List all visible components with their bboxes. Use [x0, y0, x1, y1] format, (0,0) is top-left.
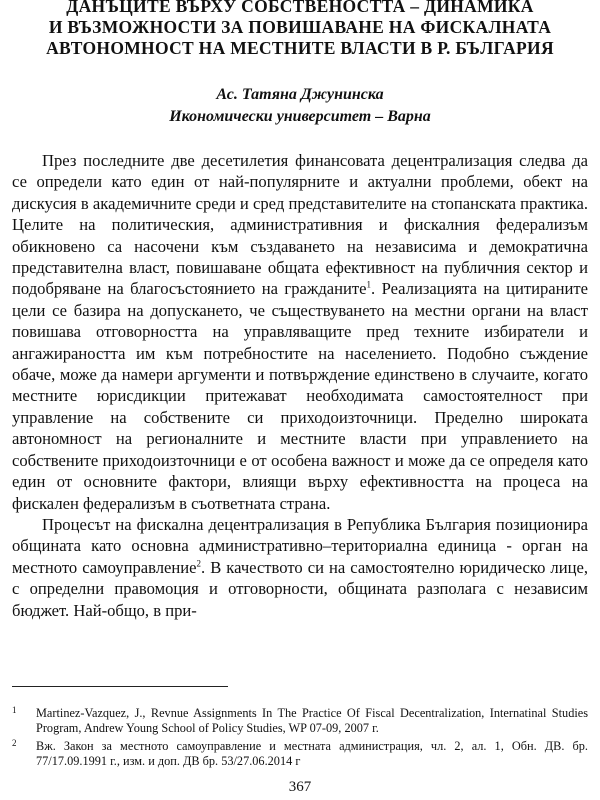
footnote-2-text: Вж. Закон за местното самоуправление и местната администрация, чл. 2, ал. 1, Обн. ДВ. бр. 77/17.09.1991 г., изм. и доп. ДВ бр. 53/27.06.2014 г [36, 739, 588, 768]
footnote-ref-2: 2 [196, 558, 202, 569]
paragraph-1-part-a: През последните две десетилетия финансовата децентрализация следва да се определи като един от най-популярните и актуални проблеми, обект на дискусия в академичните среди и сред представителите на стопанската практика. Целите на политическия, административния и фискалния федерализъм обикновено са насочени към създаването на независима и демократична представителна власт, повишаване общата ефективност на публичния сектор и подобряване на благосъстоянието на гражданите [12, 151, 588, 299]
paragraph-1-part-b: . Реализацията на цитираните цели се базира на допускането, че съществуването на местни органи на власт повишава отговорността на управляващите пред техните избиратели и ангажираността им към потребностите на населението. Подобно съждение обаче, може да намери аргументи и потвърждение единствено в случаите, когато местните юрисдикции притежават необходимата самостоятелност при управление на собствените си приходоизточници. Пределно широката автономност на регионалните и местните власти при управлението на собствените приходоизточници е от особена важност и може да се определя като един от основните фактори, влиящи върху ефективността на процеса на фискален федерализъм в съответната страна. [12, 279, 589, 513]
footnotes [12, 706, 588, 772]
footnote-1-number: 1 [12, 705, 17, 715]
footnote-1 [12, 706, 588, 736]
title-line-2: И ВЪЗМОЖНОСТИ ЗА ПОВИШАВАНЕ НА ФИСКАЛНАТА [48, 17, 552, 37]
page-number: 367 [288, 779, 312, 795]
paragraph-2-part-a: Процесът на фискална децентрализация в Република България позиционира общината като основна административно–териториална единица - орган на местното самоуправление [12, 514, 588, 577]
footnote-divider [12, 686, 228, 687]
footnote-2 [12, 739, 588, 769]
title-line-3: АВТОНОМНОСТ НА МЕСТНИТЕ ВЛАСТИ В Р. БЪЛГАРИЯ [46, 38, 554, 58]
article-title [10, 0, 590, 59]
author-affiliation: Икономически университет – Варна [169, 108, 431, 125]
paragraph-2 [12, 514, 588, 621]
author-block [0, 84, 600, 128]
footnote-2-number: 2 [12, 738, 17, 748]
body-text [12, 150, 588, 621]
author-name: Ас. Татяна Джунинска [216, 86, 384, 103]
title-line-1: ДАНЪЦИТЕ ВЪРХУ СОБСТВЕНОСТТА – ДИНАМИКА [66, 0, 534, 16]
paragraph-1 [12, 150, 588, 514]
footnote-ref-1: 1 [366, 279, 372, 290]
paragraph-2-part-b: . В качеството си на самостоятелно юридическо лице, с определни правомоция и отговорности, общината разполага с независим бюджет. Най-общо, в при- [12, 557, 588, 620]
footnote-1-text: Martinez-Vazquez, J., Revnue Assignments In The Practice Of Fiscal Decentralization, Internatinal Studies Program, Andrew Young School of Policy Studies, WP 07-09, 2007 г. [36, 706, 588, 735]
